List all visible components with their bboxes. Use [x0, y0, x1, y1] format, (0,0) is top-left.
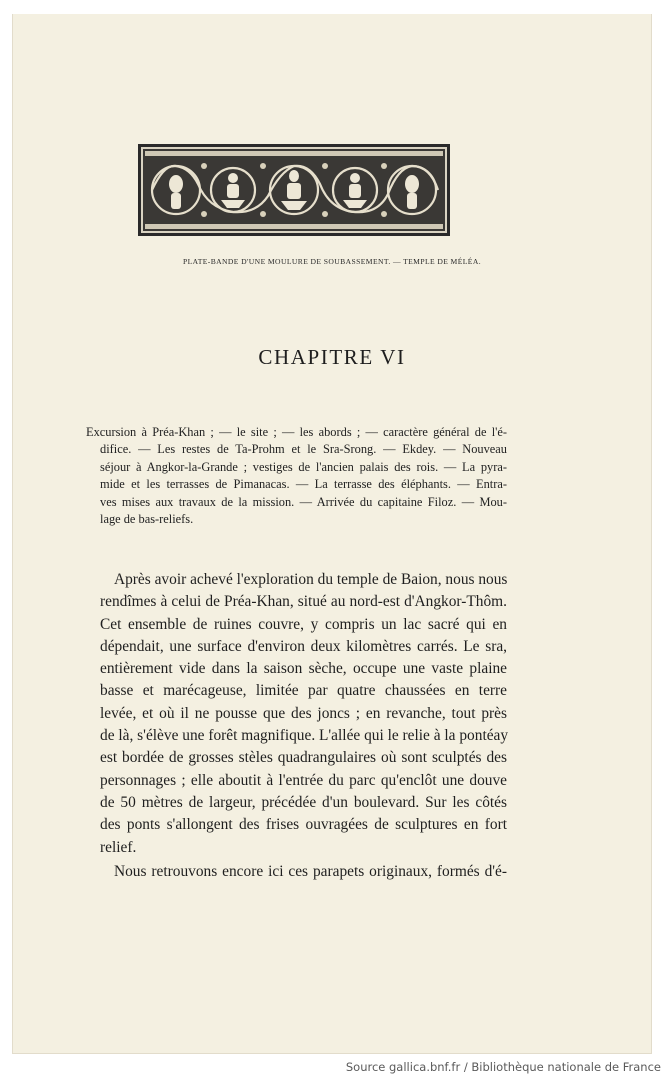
body-line: rendîmes à celui de Préa-Khan, situé au nord-est d'Angkor-Thôm. — [100, 593, 507, 611]
body-line: levée, et où il ne pousse que des joncs ; en revanche, tout près — [100, 704, 507, 722]
body-line: Cet ensemble de ruines couvre, y compris un lac sacré qui en — [100, 615, 507, 633]
body-line: Nous retrouvons encore ici ces parapets originaux, formés d'é- — [114, 862, 507, 880]
summary-line: mide et les terrasses de Pimanacas. — La terrasse des éléphants. — Entra- — [100, 477, 507, 492]
source-credit-link[interactable]: Source gallica.bnf.fr / Bibliothèque nationale de France — [345, 1060, 661, 1074]
body-line: de 50 mètres de largeur, précédée d'un boulevard. Sur les côtés — [100, 793, 507, 811]
body-line: est bordée de grosses stèles quadrangulaires où sont sculptés des — [100, 749, 507, 767]
summary-line: séjour à Angkor-la-Grande ; vestiges de l'ancien palais des rois. — La pyra- — [100, 459, 507, 474]
chapter-summary — [86, 424, 507, 528]
body-line: basse et marécageuse, limitée par quatre chaussées en terre — [100, 682, 507, 700]
body-paragraphs — [100, 569, 507, 883]
body-line: entièrement vide dans la saison sèche, occupe une vaste plaine — [100, 660, 507, 678]
body-line: personnages ; elle aboutit à l'entrée du parc qu'enclôt une douve — [100, 771, 507, 789]
body-line: relief. — [100, 838, 137, 856]
chapter-title: CHAPITRE VI — [258, 345, 406, 369]
body-line: dépendait, une surface d'environ deux kilomètres carrés. Le sra, — [100, 637, 507, 655]
summary-line: lage de bas-reliefs. — [100, 512, 194, 527]
summary-line: difice. — Les restes de Ta-Prohm et le Sra-Srong. — Ekdey. — Nouveau — [100, 442, 507, 457]
plate-caption: PLATE-BANDE D'UNE MOULURE DE SOUBASSEMENT. — TEMPLE DE MÉLÉA. — [182, 257, 481, 266]
scanned-page — [12, 14, 652, 1054]
body-line: Après avoir achevé l'exploration du temple de Baion, nous nous — [114, 571, 508, 588]
ornamental-frieze-engraving — [138, 144, 450, 236]
summary-line: ves mises aux travaux de la mission. — Arrivée du capitaine Filoz. — Mou- — [100, 494, 507, 509]
body-line: de là, s'élève une forêt magnifique. L'allée qui le relie à la pontéay — [100, 727, 509, 745]
summary-line: Excursion à Préa-Khan ; — le site ; — les abords ; — caractère général de l'é- — [86, 425, 507, 439]
source-footer — [0, 1056, 671, 1080]
body-line: des ponts s'allongent des frises ouvragées de sculptures en fort — [100, 816, 507, 834]
